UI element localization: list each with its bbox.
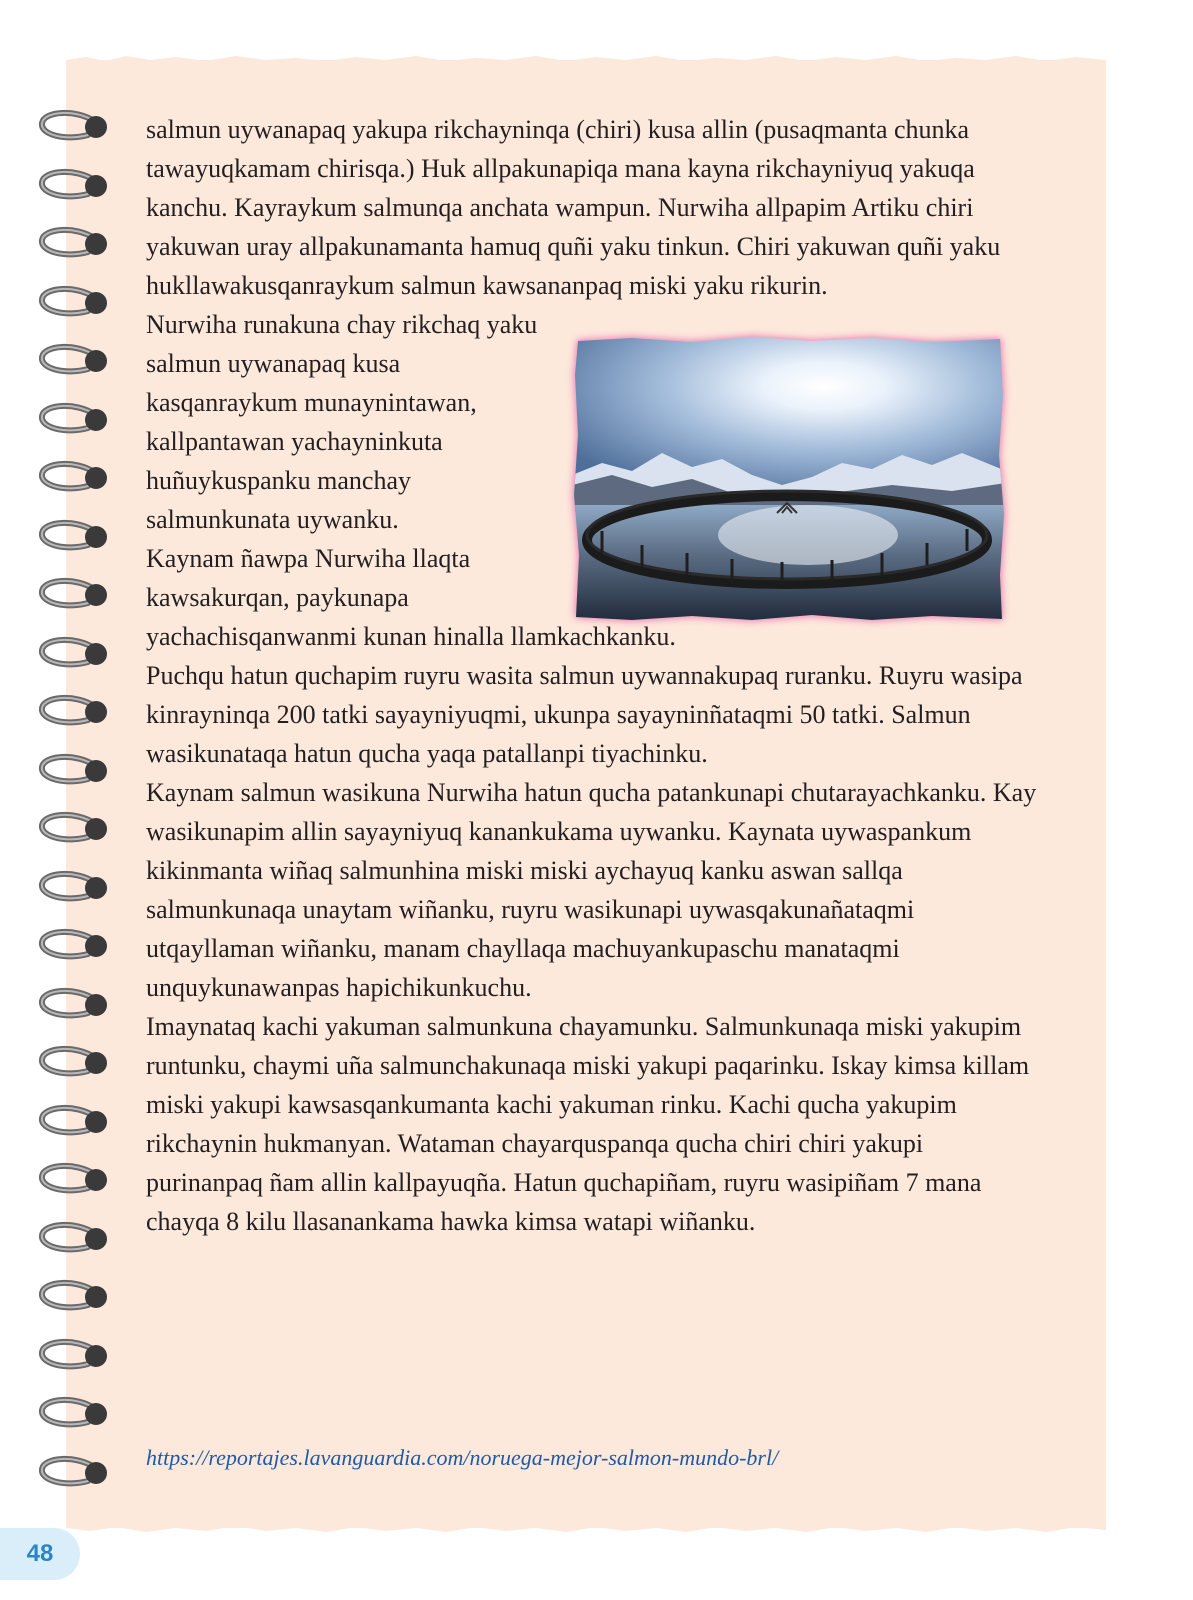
spiral-ring-icon bbox=[36, 166, 116, 206]
spiral-ring-icon bbox=[36, 107, 116, 147]
spiral-ring-icon bbox=[36, 1394, 116, 1434]
spiral-ring-icon bbox=[36, 692, 116, 732]
spiral-ring-icon bbox=[36, 1336, 116, 1376]
spiral-ring-icon bbox=[36, 458, 116, 498]
salmon-farm-pen-photo bbox=[572, 335, 1006, 623]
spiral-ring-icon bbox=[36, 809, 116, 849]
spiral-ring-icon bbox=[36, 1277, 116, 1317]
spiral-ring-icon bbox=[36, 634, 116, 674]
spiral-ring-icon bbox=[36, 1219, 116, 1259]
paragraph-intro: salmun uywanapaq yakupa rikchayninqa (chiri) kusa allin (pusaqmanta chunka tawayuqkamam chirisqa.) Huk allpakunapiqa mana kayna rikchayniyuq yakuqa kanchu. Kayraykum salmunqa anchata wampun. Nurwiha allpapim Artiku chiri yakuwan uray allpakunamanta hamuq quñi yaku tinkun. Chiri yakuwan quñi yaku hukllawakusqanraykum salmun kawsananpaq miski yaku rikurin. bbox=[146, 115, 1001, 300]
paragraph-farming: Nurwiha runakuna chay rikchaq yaku salmun uywanapaq kusa kasqanraykum munaynintawan, kallpantawan yachayninkuta huñuykuspanku manchay salmunkunata uywanku. bbox=[146, 310, 538, 534]
torn-edge-top bbox=[66, 54, 1106, 66]
paragraph-pens: Puchqu hatun quchapim ruyru wasita salmun uywannakupaq ruranku. Ruyru wasipa kinrayninqa 200 tatki sayayniyuqmi, ukunpa sayayninñataqmi 50 tatki. Salmun wasikunataqa hatun qucha yaqa patallanpi tiyachinku. bbox=[146, 661, 1023, 768]
spiral-ring-icon bbox=[36, 341, 116, 381]
spiral-ring-icon bbox=[36, 1453, 116, 1493]
page-number: 48 bbox=[26, 1540, 54, 1567]
spiral-ring-icon bbox=[36, 985, 116, 1025]
spiral-binding bbox=[36, 107, 116, 1477]
spiral-ring-icon bbox=[36, 751, 116, 791]
paragraph-growth: Kaynam salmun wasikuna Nurwiha hatun qucha patankunapi chutarayachkanku. Kay wasikunapim allin sayayniyuq kanankukama uywanku. Kaynata uywaspankum kikinmanta wiñaq salmunhina miski miski aychayuq kanku aswan sallqa salmunkunaqa unaytam wiñanku, ruyru wasikunapi uywasqakunañataqmi utqayllaman wiñanku, manam chayllaqa machuyankupaschu manataqmi unquykunawanpas hapichikunkuchu. bbox=[146, 778, 1037, 1002]
spiral-ring-icon bbox=[36, 868, 116, 908]
source-link[interactable]: https://reportajes.lavanguardia.com/noruega-mejor-salmon-mundo-brl/ bbox=[146, 1445, 779, 1470]
spiral-ring-icon bbox=[36, 575, 116, 615]
article-body bbox=[146, 110, 1046, 1241]
spiral-ring-icon bbox=[36, 283, 116, 323]
spiral-ring-icon bbox=[36, 224, 116, 264]
spiral-ring-icon bbox=[36, 1102, 116, 1142]
spiral-ring-icon bbox=[36, 517, 116, 557]
spiral-ring-icon bbox=[36, 1160, 116, 1200]
page-number-badge bbox=[0, 1528, 80, 1580]
paragraph-tradition: Kaynam ñawpa Nurwiha llaqta kawsakurqan, paykunapa yachachisqanwanmi kunan hinalla llamkachkanku. bbox=[146, 544, 676, 651]
spiral-ring-icon bbox=[36, 926, 116, 966]
spiral-ring-icon bbox=[36, 1043, 116, 1083]
paragraph-lifecycle: Imaynataq kachi yakuman salmunkuna chayamunku. Salmunkunaqa miski yakupim runtunku, chaymi uña salmunchakunaqa miski yakupi paqarinku. Iskay kimsa killam miski yakupi kawsasqankumanta kachi yakuman rinku. Kachi qucha yakupim rikchaynin hukmanyan. Wataman chayarquspanqa qucha chiri chiri yakupi purinanpaq ñam allin kallpayuqña. Hatun quchapiñam, ruyru wasipiñam 7 mana chayqa 8 kilu llasanankama hawka kimsa watapi wiñanku. bbox=[146, 1012, 1030, 1236]
torn-edge-bottom bbox=[66, 1522, 1106, 1534]
spiral-ring-icon bbox=[36, 400, 116, 440]
